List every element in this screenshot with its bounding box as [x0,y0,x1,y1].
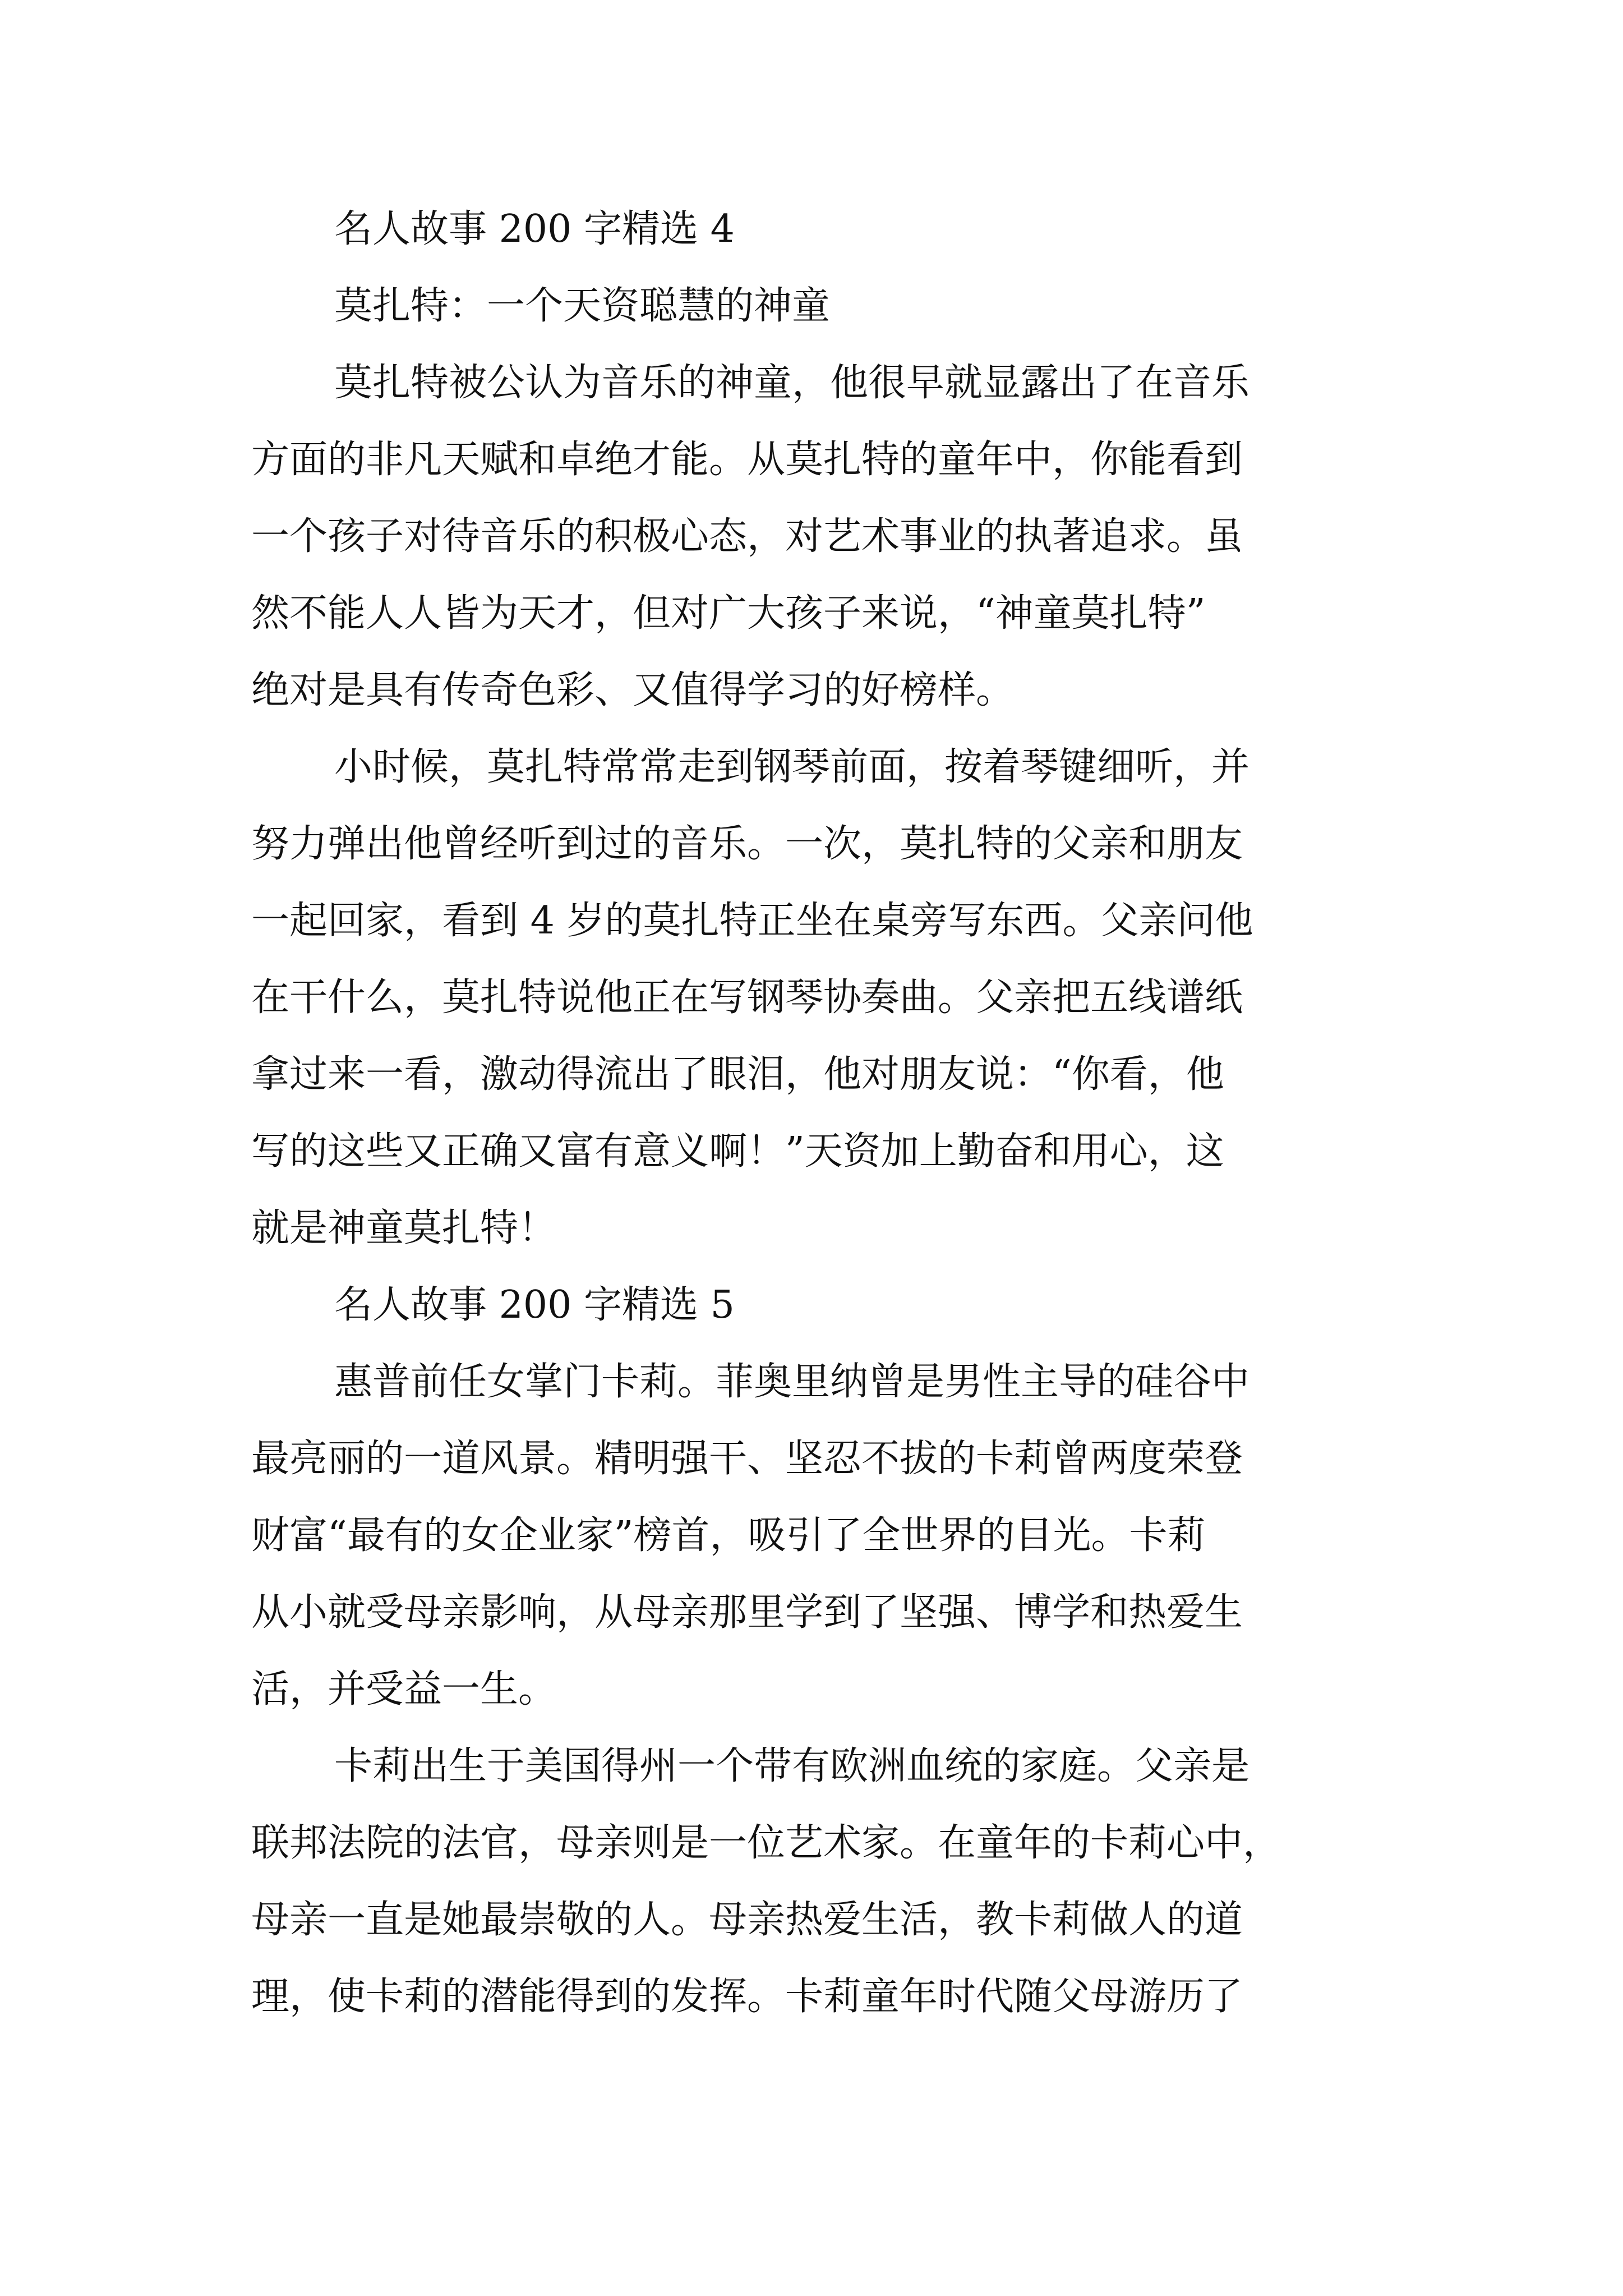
paragraph-line: 联邦法院的法官，母亲则是一位艺术家。在童年的卡莉心中， [251,1821,1281,1865]
paragraph-line: 绝对是具有传奇色彩、又值得学习的好榜样。 [251,668,1015,712]
paragraph-line: 最亮丽的一道风景。精明强干、坚忍不拔的卡莉曾两度荣登 [251,1437,1243,1481]
paragraph-line: 莫扎特被公认为音乐的神童，他很早就显露出了在音乐 [334,361,1250,405]
heading-line: 名人故事 200 字精选 4 [334,207,735,251]
paragraph-line: 写的这些又正确又富有意义啊！”天资加上勤奋和用心，这 [251,1129,1224,1174]
paragraph-line: 财富“最有的女企业家”榜首，吸引了全世界的目光。卡莉 [251,1513,1206,1558]
paragraph-line: 一个孩子对待音乐的积极心态，对艺术事业的执著追求。虽 [251,514,1243,559]
paragraph-line: 一起回家，看到 4 岁的莫扎特正坐在桌旁写东西。父亲问他 [251,899,1253,943]
document-body [251,191,1377,2035]
paragraph-line: 小时候，莫扎特常常走到钢琴前面，按着琴键细听，并 [334,745,1250,789]
paragraph-line: 惠普前任女掌门卡莉。菲奥里纳曾是男性主导的硅谷中 [334,1360,1250,1404]
paragraph-line: 拿过来一看，激动得流出了眼泪，他对朋友说：“你看，他 [251,1052,1224,1097]
paragraph-line: 方面的非凡天赋和卓绝才能。从莫扎特的童年中，你能看到 [251,438,1243,482]
paragraph [251,1728,1377,2035]
section-heading [251,191,1377,268]
paragraph-line: 就是神童莫扎特！ [251,1206,557,1250]
paragraph [251,729,1377,1267]
paragraph-line: 活，并受益一生。 [251,1667,557,1711]
paragraph [251,344,1377,729]
paragraph [251,1343,1377,1728]
title-line: 莫扎特：一个天资聪慧的神童 [334,284,831,328]
heading-line: 名人故事 200 字精选 5 [334,1283,735,1327]
paragraph-line: 从小就受母亲影响，从母亲那里学到了坚强、博学和热爱生 [251,1590,1243,1635]
section-heading [251,1267,1377,1343]
paragraph-line: 母亲一直是她最崇敬的人。母亲热爱生活，教卡莉做人的道 [251,1898,1243,1942]
paragraph-line: 在干什么，莫扎特说他正在写钢琴协奏曲。父亲把五线谱纸 [251,976,1243,1020]
paragraph-line: 然不能人人皆为天才，但对广大孩子来说，“神童莫扎特” [251,591,1206,636]
paragraph-line: 卡莉出生于美国得州一个带有欧洲血统的家庭。父亲是 [334,1744,1250,1788]
paragraph-line: 努力弹出他曾经听到过的音乐。一次，莫扎特的父亲和朋友 [251,822,1243,866]
paragraph-line: 理，使卡莉的潜能得到的发挥。卡莉童年时代随父母游历了 [251,1975,1243,2019]
story-title [251,268,1377,344]
